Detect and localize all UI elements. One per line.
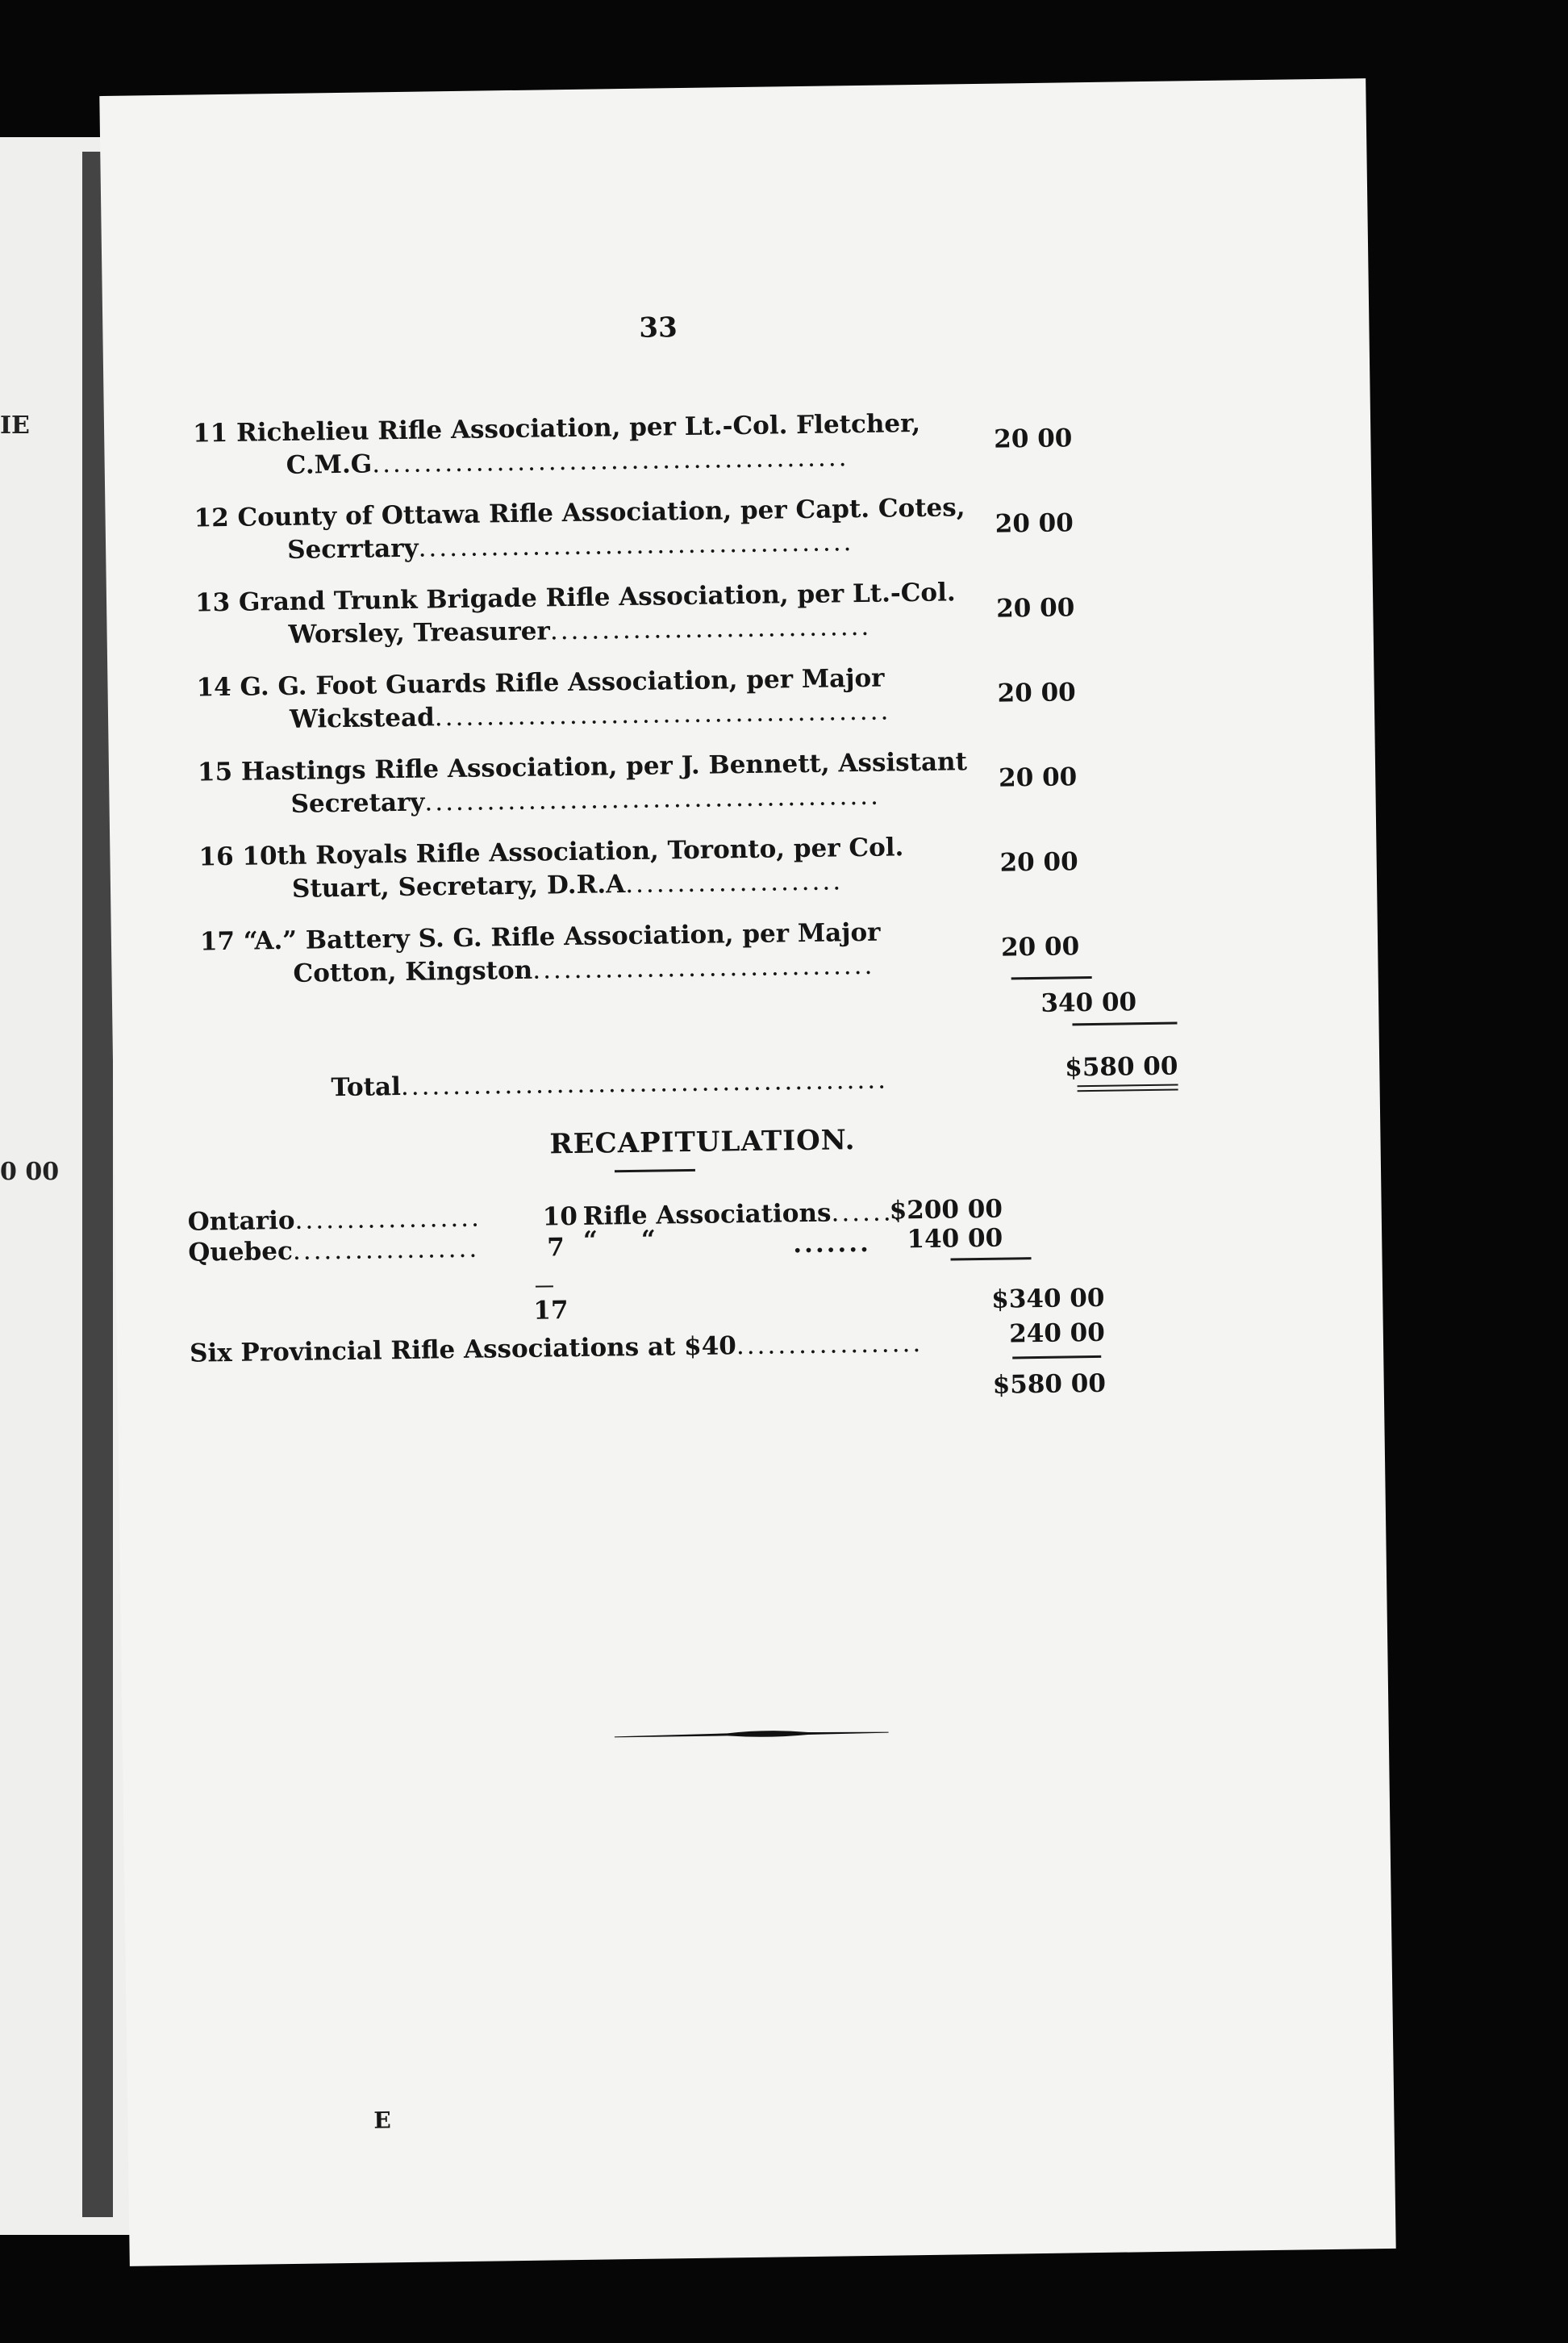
recap-leader: ....... [792,1228,872,1259]
recap-heading: RECAPITULATION. [549,1124,856,1161]
entry-line1: 16 10th Royals Rifle Association, Toronto, per Col. [198,833,904,872]
recap-count: 10 [542,1201,578,1232]
entry-amount: 20 00 [999,847,1078,878]
recap-count-total: 17 [533,1296,569,1326]
subtotal-amount: 340 00 [1040,988,1137,1018]
entry-amount: 20 00 [994,424,1073,454]
previous-page-fragment-mid: 0 00 [0,1158,60,1186]
entry-line1: 11 Richelieu Rifle Association, per Lt.-Col. Fletcher, [192,408,921,449]
entry-amount: 20 00 [995,508,1074,539]
ornament-divider [615,1727,889,1741]
entry-line2: Stuart, Secretary, D.R.A..................... [291,867,844,904]
entry-line2: Secretary............................................ [290,781,882,819]
grand-total-amount: $580 00 [992,1368,1107,1400]
recap-desc: Rifle Associations....... [582,1197,904,1231]
recap-count: 7 [547,1233,565,1263]
recap-amount: 140 00 [907,1223,1003,1255]
recap-sum: $340 00 [990,1283,1105,1314]
recap-amount: $200 00 [889,1194,1003,1226]
entry-line2: Secrrtary.......................................... [286,528,854,565]
entry-line2: C.M.G.............................................. [286,443,849,480]
signature-mark: E [373,2107,391,2134]
recap-province: Ontario.................. [187,1203,482,1237]
document-page [99,78,1395,2266]
total-label: Total............................................... [331,1065,889,1103]
total-amount: $580 00 [1064,1051,1178,1083]
entry-line1: 14 G. G. Foot Guards Rifle Association, per Major [196,663,885,703]
entry-line1: 13 Grand Trunk Brigade Rifle Association, per Lt.-Col. [194,578,956,618]
entry-amount: 20 00 [995,593,1075,624]
entry-line1: 15 Hastings Rifle Association, per J. Bennett, Assistant [197,747,968,787]
subtotal-rule-2 [1072,1022,1177,1026]
entry-line2: Worsley, Treasurer............................... [288,612,872,649]
provincial-amount: 240 00 [1008,1318,1106,1349]
entry-line1: 12 County of Ottawa Rifle Association, per Capt. Cotes, [194,493,965,533]
total-double-rule-b [1078,1089,1178,1092]
entry-line1: 17 “A.” Battery S. G. Rifle Association, per Major [199,917,881,957]
count-rule [536,1285,553,1287]
previous-page-fragment-top: IE [0,411,30,440]
recap-rule [951,1257,1032,1260]
entry-line2: Cotton, Kingston................................. [293,950,875,988]
provincial-label: Six Provincial Rifle Associations at $40.................. [189,1328,924,1368]
page-content [99,78,1395,2266]
subtotal-rule [1011,976,1092,979]
entry-amount: 20 00 [1000,932,1080,963]
recap-desc: “ “ [582,1225,657,1255]
entry-line2: Wickstead............................................ [289,696,891,734]
recap-province: Quebec.................. [188,1234,480,1268]
entry-amount: 20 00 [997,678,1076,708]
page-number: 33 [639,311,678,345]
total-double-rule-a [1078,1084,1178,1088]
heading-rule [615,1169,695,1172]
grand-total-rule [1012,1355,1101,1359]
entry-amount: 20 00 [998,762,1078,793]
